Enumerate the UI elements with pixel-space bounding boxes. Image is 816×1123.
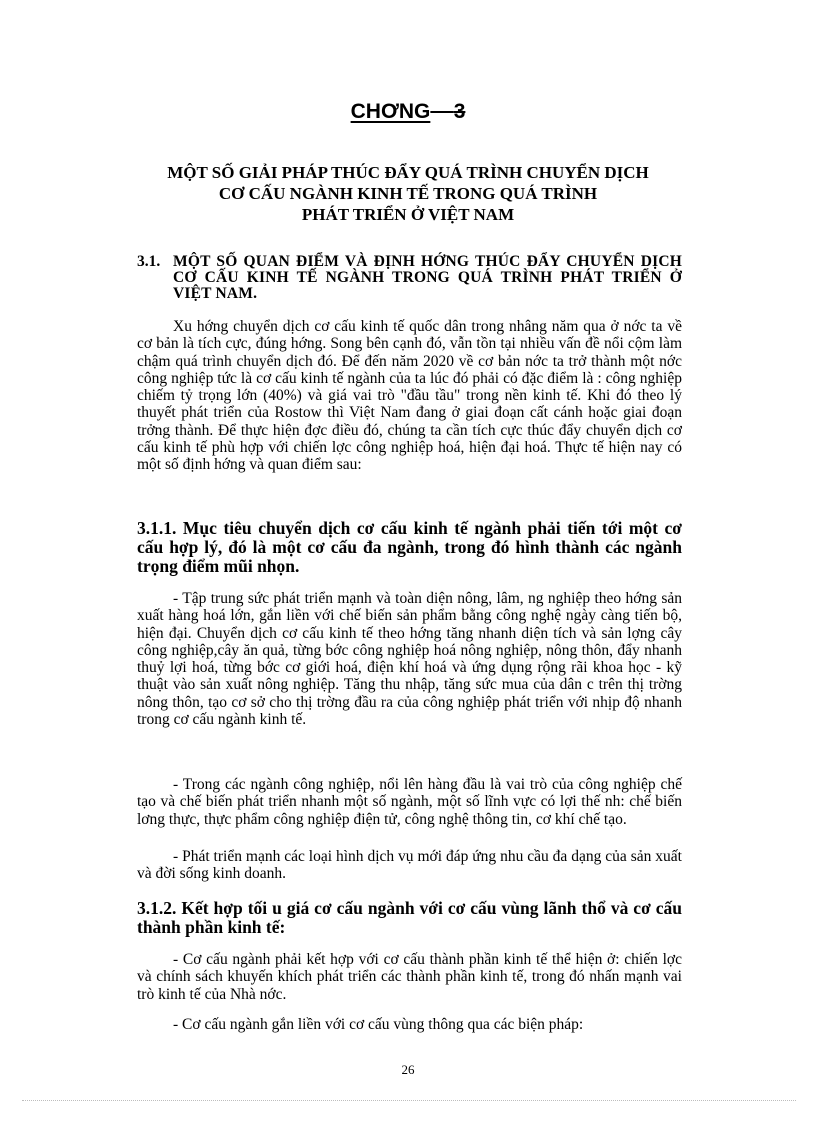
paragraph: - Cơ cấu ngành phải kết hợp với cơ cấu thành phần kinh tế thể hiện ở: chiến lợc và chính sách khuyến khích phát triển các thành phần kinh tế, trong đó nhấn mạnh vai trò kinh tế của Nhà nớc. bbox=[137, 951, 682, 1003]
paragraph: - Trong các ngành công nghiệp, nổi lên hàng đầu là vai trò của công nghiệp chế tạo và chế biến phát triển nhanh một số ngành, một số lĩnh vực có lợi thế nh: chế biến lơng thực, thực phẩm công nghiệp điện tử, công nghệ thông tin, cơ khí chế tạo. bbox=[137, 776, 682, 828]
chapter-number-gap bbox=[430, 100, 453, 123]
page-bottom-rule bbox=[22, 1100, 796, 1101]
subsection-3-1-1-body bbox=[137, 776, 682, 828]
subsection-3-1-1-heading: 3.1.1. Mục tiêu chuyển dịch cơ cấu kinh tế ngành phải tiến tới một cơ cấu hợp lý, đó là một cơ cấu đa ngành, trong đó hình thành các ngành trọng điểm mũi nhọn. bbox=[137, 518, 682, 576]
intro-paragraph-block bbox=[137, 318, 682, 474]
chapter-title-line: CƠ CẤU NGÀNH KINH TẾ TRONG QUÁ TRÌNH bbox=[218, 184, 598, 203]
subsection-3-1-1-body bbox=[137, 848, 682, 883]
subsection-3-1-2-body bbox=[137, 1016, 682, 1033]
section-3-1-heading bbox=[137, 254, 682, 302]
paragraph: - Tập trung sức phát triển mạnh và toàn diện nông, lâm, ng nghiệp theo hớng sản xuất hàng hoá lớn, gắn liền với chế biến sản phẩm bằng công nghệ ngày càng tiến bộ, hiện đại. Chuyển dịch cơ cấu kinh tế theo hớng tăng nhanh diện tích và sản lợng cây công nghiệp,cây ăn quả, từng bớc công nghiệp hoá nông nghiệp, nông thôn, đẩy nhanh thuỷ lợi hoá, từng bớc cơ giới hoá, điện khí hoá và ứng dụng rộng rãi khoa học - kỹ thuật vào sản xuất nông nghiệp. Tăng thu nhập, tăng sức mua của dân c trên thị trờng nông thôn, tạo cơ sở cho thị trờng đầu ra của công nghiệp phát triển với nhịp độ nhanh trong cơ cấu ngành kinh tế. bbox=[137, 590, 682, 729]
paragraph: - Phát triển mạnh các loại hình dịch vụ mới đáp ứng nhu cầu đa dạng của sản xuất và đời sống kinh doanh. bbox=[137, 848, 682, 883]
chapter-title bbox=[100, 162, 716, 225]
subsection-3-1-1-body bbox=[137, 590, 682, 728]
intro-paragraph: Xu hớng chuyển dịch cơ cấu kinh tế quốc dân trong nhâng năm qua ở nớc ta về cơ bản là tích cực, đúng hớng. Song bên cạnh đó, vẫn tồn tại nhiều vấn đề nổi cộm làm chậm quá trình chuyển dịch đó. Để đến năm 2020 về cơ bản nớc ta trở thành một nớc công nghiệp tức là cơ cấu kinh tế ngành của ta lúc đó phải có đặc điểm là : công nghiệp chiếm tỷ trọng lớn (40%) và giá vai trò "đầu tầu" trong nền kinh tế. Khi đó theo lý thuyết phát triển của Rostow thì Việt Nam đang ở giai đoạn cất cánh hoặc giai đoạn trởng thành. Để thực hiện đợc điều đó, chúng ta cần tích cực thúc đẩy chuyển dịch cơ cấu kinh tế phù hợp với chiến lợc công nghiệp hoá, hiện đại hoá. Thực tế hiện nay có một số định hớng và quan điểm sau: bbox=[137, 318, 682, 474]
chapter-heading bbox=[0, 100, 816, 124]
section-number: 3.1. bbox=[137, 253, 161, 270]
subsection-3-1-2-body bbox=[137, 951, 682, 1003]
page-number: 26 bbox=[401, 1062, 415, 1077]
section-title: MỘT SỐ QUAN ĐIỂM VÀ ĐỊNH HỚNG THÚC ĐẨY CHUYỂN DỊCH CƠ CẤU KINH TẾ NGÀNH TRONG QUÁ TRÌNH PHÁT TRIỂN Ở VIỆT NAM. bbox=[173, 253, 682, 302]
chapter-number: 3 bbox=[453, 100, 466, 123]
paragraph: - Cơ cấu ngành gắn liền với cơ cấu vùng thông qua các biện pháp: bbox=[173, 1016, 584, 1033]
chapter-title-line: MỘT SỐ GIẢI PHÁP THÚC ĐẨY QUÁ TRÌNH CHUYỂN DỊCH bbox=[167, 163, 649, 182]
chapter-word: CHƠNG bbox=[350, 100, 431, 123]
chapter-title-line: PHÁT TRIỂN Ở VIỆT NAM bbox=[301, 205, 515, 224]
subsection-3-1-2-heading: 3.1.2. Kết hợp tối u giá cơ cấu ngành với cơ cấu vùng lãnh thổ và cơ cấu thành phần kinh tế: bbox=[137, 898, 682, 937]
